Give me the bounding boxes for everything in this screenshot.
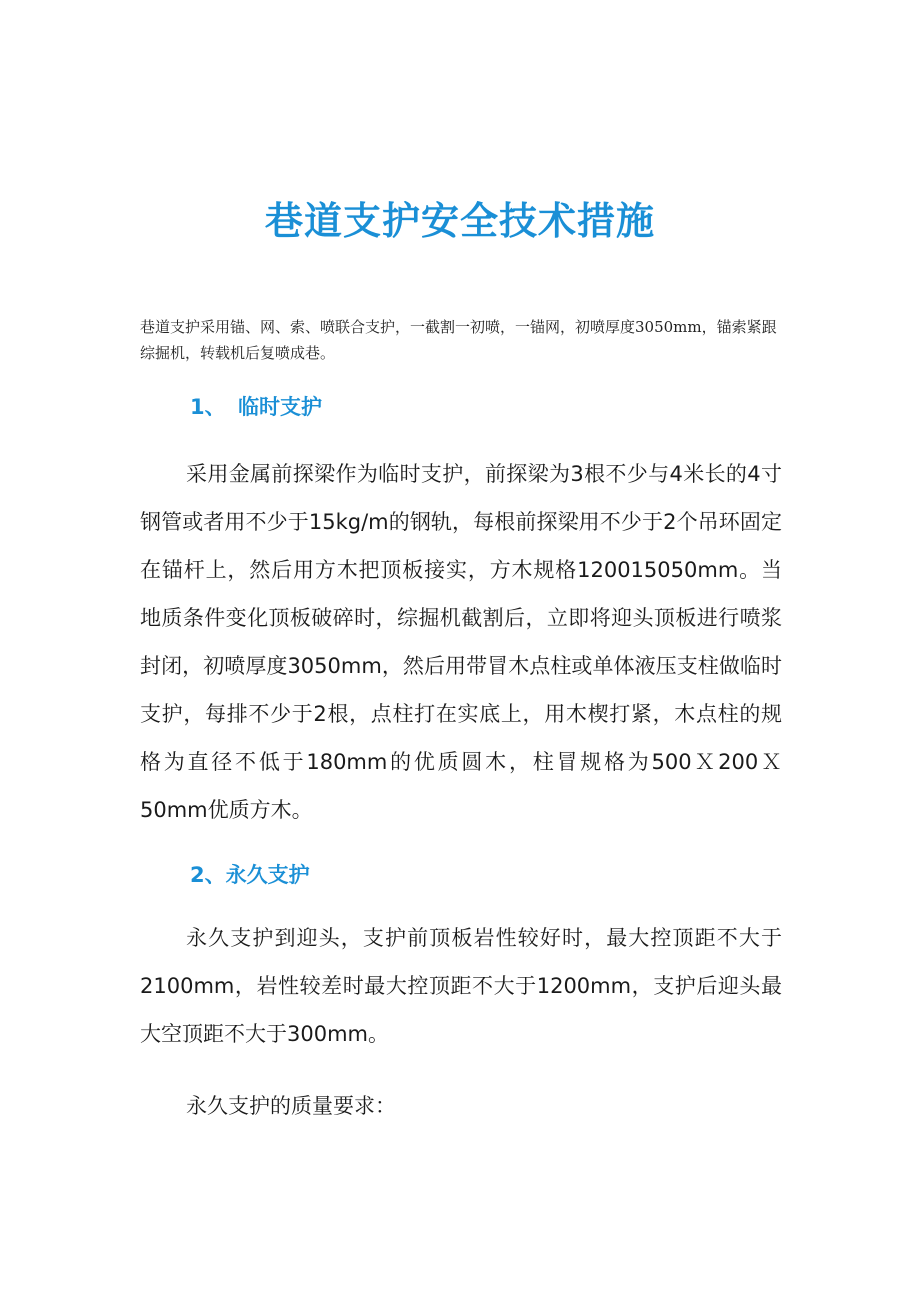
section-1-title: 临时支护 bbox=[238, 395, 322, 419]
section-2-body: 永久支护到迎头，支护前顶板岩性较好时，最大控顶距不大于2100mm，岩性较差时最大控顶距不大于1200mm，支护后迎头最大空顶距不大于300mm。 bbox=[140, 926, 782, 1046]
document-title: 巷道支护安全技术措施 bbox=[264, 199, 655, 243]
section-1-heading bbox=[190, 392, 322, 422]
section-1-number: 1、 bbox=[190, 395, 226, 419]
quality-requirements-label: 永久支护的质量要求： bbox=[186, 1094, 396, 1118]
section-2-heading: 2、永久支护 bbox=[190, 863, 310, 887]
section-1-body: 采用金属前探梁作为临时支护，前探梁为3根不少与4米长的4寸钢管或者用不少于15kg/m的钢轨，每根前探梁用不少于2个吊环固定在锚杆上，然后用方木把顶板接实，方木规格120015050mm。当地质条件变化顶板破碎时，综掘机截割后，立即将迎头顶板进行喷浆封闭，初喷厚度3050mm，然后用带冒木点柱或单体液压支柱做临时支护，每排不少于2根，点柱打在实底上，用木楔打紧，木点柱的规格为直径不低于180mm的优质圆木，柱冒规格为500Ｘ200Ｘ50mm优质方木。 bbox=[140, 462, 782, 822]
intro-paragraph: 巷道支护采用锚、网、索、喷联合支护，一截割一初喷，一锚网，初喷厚度3050mm，锚索紧跟综掘机，转载机后复喷成巷。 bbox=[140, 318, 777, 362]
